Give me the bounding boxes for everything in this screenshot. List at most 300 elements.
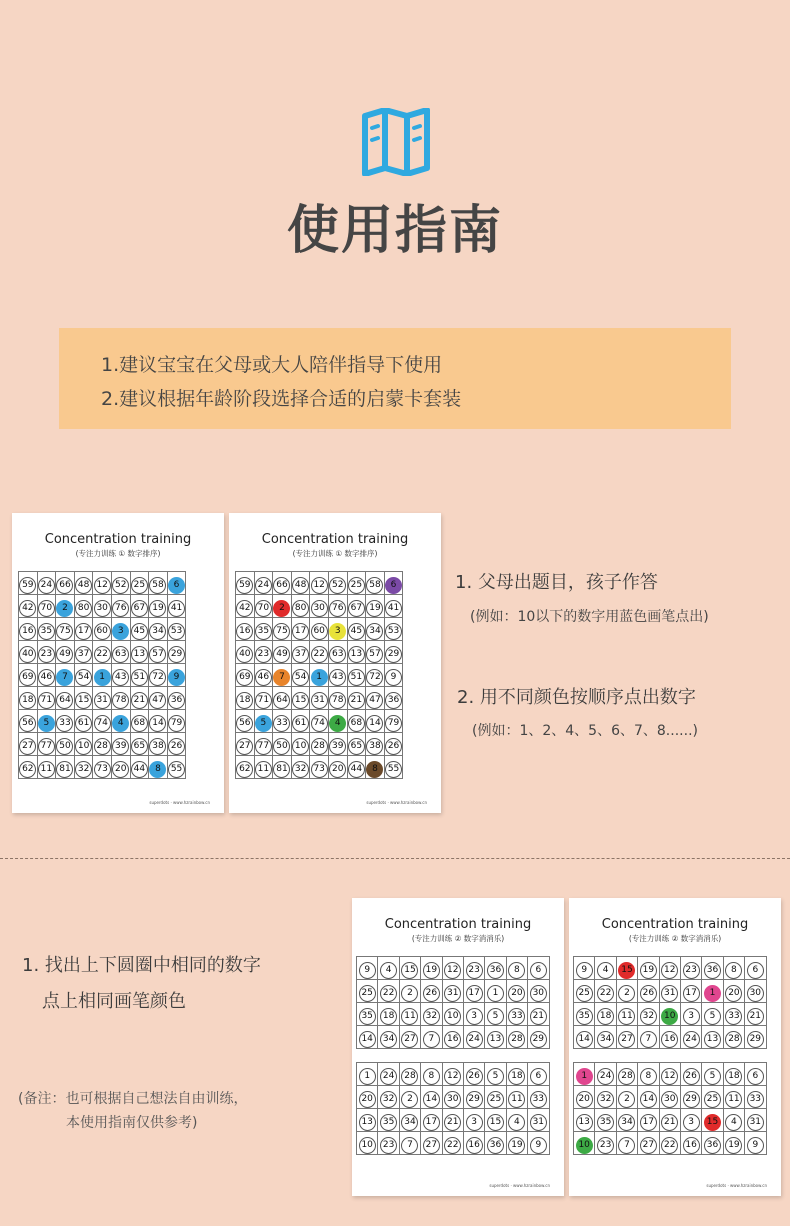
number-circle[interactable]: 9: [359, 962, 376, 979]
number-circle[interactable]: 21: [348, 692, 365, 709]
number-circle-marked[interactable]: 15: [704, 1114, 721, 1131]
number-circle[interactable]: 60: [94, 623, 111, 640]
number-circle[interactable]: 12: [311, 577, 328, 594]
number-circle[interactable]: 26: [168, 738, 185, 755]
number-circle[interactable]: 46: [255, 669, 272, 686]
number-circle[interactable]: 26: [423, 985, 440, 1002]
number-circle[interactable]: 23: [380, 1137, 397, 1154]
number-circle[interactable]: 70: [255, 600, 272, 617]
number-circle[interactable]: 23: [466, 962, 483, 979]
number-circle[interactable]: 12: [661, 1068, 678, 1085]
number-circle[interactable]: 11: [725, 1091, 742, 1108]
number-circle[interactable]: 78: [329, 692, 346, 709]
number-circle-marked[interactable]: 15: [618, 962, 635, 979]
number-circle[interactable]: 41: [385, 600, 402, 617]
number-circle[interactable]: 77: [255, 738, 272, 755]
number-circle[interactable]: 21: [444, 1114, 461, 1131]
number-circle-marked[interactable]: 2: [56, 600, 73, 617]
number-circle[interactable]: 11: [508, 1091, 525, 1108]
number-circle-marked[interactable]: 7: [273, 669, 290, 686]
number-circle[interactable]: 9: [747, 1137, 764, 1154]
number-circle[interactable]: 28: [618, 1068, 635, 1085]
number-circle[interactable]: 15: [292, 692, 309, 709]
number-circle[interactable]: 24: [38, 577, 55, 594]
number-circle[interactable]: 42: [236, 600, 253, 617]
number-circle[interactable]: 33: [747, 1091, 764, 1108]
number-circle[interactable]: 21: [530, 1008, 547, 1025]
number-circle[interactable]: 22: [380, 985, 397, 1002]
number-circle[interactable]: 19: [366, 600, 383, 617]
number-circle[interactable]: 38: [366, 738, 383, 755]
number-circle[interactable]: 28: [94, 738, 111, 755]
number-circle[interactable]: 14: [359, 1031, 376, 1048]
number-circle[interactable]: 11: [255, 761, 272, 778]
number-circle[interactable]: 65: [131, 738, 148, 755]
number-circle[interactable]: 41: [168, 600, 185, 617]
number-circle[interactable]: 42: [19, 600, 36, 617]
number-circle[interactable]: 29: [747, 1031, 764, 1048]
number-circle[interactable]: 76: [329, 600, 346, 617]
number-circle[interactable]: 1: [359, 1068, 376, 1085]
number-circle[interactable]: 68: [348, 715, 365, 732]
number-circle[interactable]: 36: [704, 962, 721, 979]
number-circle[interactable]: 34: [618, 1114, 635, 1131]
number-circle[interactable]: 34: [380, 1031, 397, 1048]
number-circle[interactable]: 30: [661, 1091, 678, 1108]
number-circle[interactable]: 18: [380, 1008, 397, 1025]
number-circle[interactable]: 26: [466, 1068, 483, 1085]
number-circle[interactable]: 50: [56, 738, 73, 755]
number-circle[interactable]: 10: [75, 738, 92, 755]
number-circle[interactable]: 36: [487, 1137, 504, 1154]
number-circle[interactable]: 3: [683, 1114, 700, 1131]
number-circle[interactable]: 63: [112, 646, 129, 663]
number-circle[interactable]: 5: [487, 1008, 504, 1025]
number-circle[interactable]: 5: [704, 1068, 721, 1085]
number-circle[interactable]: 35: [597, 1114, 614, 1131]
number-circle[interactable]: 17: [423, 1114, 440, 1131]
number-circle-marked[interactable]: 10: [661, 1008, 678, 1025]
number-circle-marked[interactable]: 3: [112, 623, 129, 640]
number-circle[interactable]: 16: [683, 1137, 700, 1154]
number-circle[interactable]: 72: [149, 669, 166, 686]
number-circle-marked[interactable]: 4: [329, 715, 346, 732]
number-circle-marked[interactable]: 6: [168, 577, 185, 594]
number-circle[interactable]: 20: [725, 985, 742, 1002]
number-circle[interactable]: 3: [466, 1114, 483, 1131]
number-circle[interactable]: 31: [94, 692, 111, 709]
number-circle[interactable]: 37: [75, 646, 92, 663]
number-circle-marked[interactable]: 1: [94, 669, 111, 686]
number-circle[interactable]: 51: [348, 669, 365, 686]
number-circle[interactable]: 27: [19, 738, 36, 755]
number-circle[interactable]: 61: [292, 715, 309, 732]
number-circle[interactable]: 14: [366, 715, 383, 732]
number-circle[interactable]: 29: [168, 646, 185, 663]
number-circle[interactable]: 19: [423, 962, 440, 979]
number-circle[interactable]: 2: [401, 985, 418, 1002]
number-circle[interactable]: 11: [401, 1008, 418, 1025]
number-circle[interactable]: 34: [597, 1031, 614, 1048]
number-circle[interactable]: 66: [273, 577, 290, 594]
number-circle[interactable]: 33: [725, 1008, 742, 1025]
number-circle[interactable]: 35: [38, 623, 55, 640]
number-circle[interactable]: 26: [640, 985, 657, 1002]
number-circle[interactable]: 66: [56, 577, 73, 594]
number-circle-marked[interactable]: 8: [149, 761, 166, 778]
number-circle[interactable]: 25: [704, 1091, 721, 1108]
number-circle-marked[interactable]: 1: [311, 669, 328, 686]
number-circle[interactable]: 67: [348, 600, 365, 617]
number-circle[interactable]: 81: [56, 761, 73, 778]
number-circle[interactable]: 23: [38, 646, 55, 663]
number-circle[interactable]: 53: [168, 623, 185, 640]
number-circle[interactable]: 64: [273, 692, 290, 709]
number-circle[interactable]: 14: [149, 715, 166, 732]
number-circle[interactable]: 80: [75, 600, 92, 617]
number-circle[interactable]: 71: [38, 692, 55, 709]
number-circle[interactable]: 6: [747, 1068, 764, 1085]
number-circle-marked[interactable]: 4: [112, 715, 129, 732]
number-circle[interactable]: 14: [423, 1091, 440, 1108]
number-circle[interactable]: 44: [131, 761, 148, 778]
number-circle[interactable]: 45: [348, 623, 365, 640]
number-circle[interactable]: 53: [385, 623, 402, 640]
number-circle[interactable]: 74: [94, 715, 111, 732]
number-circle[interactable]: 22: [444, 1137, 461, 1154]
number-circle[interactable]: 12: [444, 962, 461, 979]
number-circle[interactable]: 67: [131, 600, 148, 617]
number-circle[interactable]: 36: [704, 1137, 721, 1154]
number-circle[interactable]: 31: [444, 985, 461, 1002]
number-circle[interactable]: 33: [508, 1008, 525, 1025]
number-circle[interactable]: 20: [576, 1091, 593, 1108]
number-circle[interactable]: 36: [487, 962, 504, 979]
number-circle-marked[interactable]: 8: [366, 761, 383, 778]
number-circle[interactable]: 60: [311, 623, 328, 640]
number-circle[interactable]: 17: [640, 1114, 657, 1131]
number-circle[interactable]: 25: [131, 577, 148, 594]
number-circle[interactable]: 23: [597, 1137, 614, 1154]
number-circle[interactable]: 3: [466, 1008, 483, 1025]
number-circle[interactable]: 8: [725, 962, 742, 979]
number-circle[interactable]: 20: [508, 985, 525, 1002]
number-circle[interactable]: 28: [508, 1031, 525, 1048]
number-circle[interactable]: 18: [508, 1068, 525, 1085]
number-circle[interactable]: 65: [348, 738, 365, 755]
number-circle-marked[interactable]: 2: [273, 600, 290, 617]
number-circle[interactable]: 19: [725, 1137, 742, 1154]
number-circle[interactable]: 18: [597, 1008, 614, 1025]
number-circle[interactable]: 32: [423, 1008, 440, 1025]
number-circle[interactable]: 30: [311, 600, 328, 617]
number-circle[interactable]: 43: [112, 669, 129, 686]
number-circle[interactable]: 57: [366, 646, 383, 663]
number-circle[interactable]: 69: [19, 669, 36, 686]
number-circle-marked[interactable]: 1: [704, 985, 721, 1002]
number-circle[interactable]: 17: [683, 985, 700, 1002]
number-circle[interactable]: 27: [423, 1137, 440, 1154]
number-circle[interactable]: 27: [401, 1031, 418, 1048]
number-circle[interactable]: 49: [273, 646, 290, 663]
number-circle[interactable]: 37: [292, 646, 309, 663]
number-circle[interactable]: 19: [640, 962, 657, 979]
number-circle[interactable]: 3: [683, 1008, 700, 1025]
number-circle[interactable]: 30: [444, 1091, 461, 1108]
number-circle[interactable]: 69: [236, 669, 253, 686]
number-circle[interactable]: 4: [380, 962, 397, 979]
number-circle[interactable]: 9: [530, 1137, 547, 1154]
number-circle[interactable]: 40: [19, 646, 36, 663]
number-circle[interactable]: 35: [576, 1008, 593, 1025]
number-circle[interactable]: 20: [359, 1091, 376, 1108]
number-circle[interactable]: 36: [168, 692, 185, 709]
number-circle-marked[interactable]: 5: [38, 715, 55, 732]
number-circle[interactable]: 21: [661, 1114, 678, 1131]
number-circle[interactable]: 2: [401, 1091, 418, 1108]
number-circle[interactable]: 15: [401, 962, 418, 979]
number-circle[interactable]: 20: [112, 761, 129, 778]
number-circle[interactable]: 34: [149, 623, 166, 640]
number-circle[interactable]: 24: [380, 1068, 397, 1085]
number-circle[interactable]: 33: [273, 715, 290, 732]
number-circle[interactable]: 32: [75, 761, 92, 778]
number-circle[interactable]: 31: [311, 692, 328, 709]
number-circle[interactable]: 29: [530, 1031, 547, 1048]
number-circle[interactable]: 55: [385, 761, 402, 778]
number-circle[interactable]: 79: [168, 715, 185, 732]
number-circle[interactable]: 58: [366, 577, 383, 594]
number-circle[interactable]: 79: [385, 715, 402, 732]
number-circle[interactable]: 28: [311, 738, 328, 755]
number-circle[interactable]: 6: [747, 962, 764, 979]
number-circle[interactable]: 13: [704, 1031, 721, 1048]
number-circle[interactable]: 64: [56, 692, 73, 709]
number-circle[interactable]: 13: [359, 1114, 376, 1131]
number-circle[interactable]: 48: [75, 577, 92, 594]
number-circle[interactable]: 22: [597, 985, 614, 1002]
number-circle[interactable]: 11: [38, 761, 55, 778]
number-circle[interactable]: 9: [576, 962, 593, 979]
number-circle[interactable]: 24: [597, 1068, 614, 1085]
number-circle[interactable]: 81: [273, 761, 290, 778]
number-circle[interactable]: 10: [359, 1137, 376, 1154]
number-circle[interactable]: 31: [530, 1114, 547, 1131]
number-circle[interactable]: 12: [661, 962, 678, 979]
number-circle[interactable]: 20: [329, 761, 346, 778]
number-circle[interactable]: 35: [255, 623, 272, 640]
number-circle[interactable]: 33: [56, 715, 73, 732]
number-circle[interactable]: 76: [112, 600, 129, 617]
number-circle[interactable]: 7: [640, 1031, 657, 1048]
number-circle[interactable]: 4: [597, 962, 614, 979]
number-circle[interactable]: 47: [149, 692, 166, 709]
number-circle[interactable]: 7: [618, 1137, 635, 1154]
number-circle[interactable]: 14: [640, 1091, 657, 1108]
number-circle[interactable]: 16: [466, 1137, 483, 1154]
number-circle[interactable]: 72: [366, 669, 383, 686]
number-circle[interactable]: 77: [38, 738, 55, 755]
number-circle[interactable]: 38: [149, 738, 166, 755]
number-circle[interactable]: 9: [385, 669, 402, 686]
number-circle[interactable]: 50: [273, 738, 290, 755]
number-circle[interactable]: 26: [385, 738, 402, 755]
number-circle[interactable]: 30: [530, 985, 547, 1002]
number-circle[interactable]: 1: [487, 985, 504, 1002]
number-circle[interactable]: 29: [466, 1091, 483, 1108]
number-circle[interactable]: 35: [359, 1008, 376, 1025]
number-circle[interactable]: 32: [292, 761, 309, 778]
number-circle[interactable]: 73: [311, 761, 328, 778]
number-circle[interactable]: 28: [725, 1031, 742, 1048]
number-circle[interactable]: 23: [255, 646, 272, 663]
number-circle[interactable]: 29: [385, 646, 402, 663]
number-circle[interactable]: 32: [597, 1091, 614, 1108]
number-circle[interactable]: 78: [112, 692, 129, 709]
number-circle[interactable]: 30: [747, 985, 764, 1002]
number-circle[interactable]: 13: [131, 646, 148, 663]
number-circle[interactable]: 49: [56, 646, 73, 663]
number-circle[interactable]: 13: [576, 1114, 593, 1131]
number-circle[interactable]: 16: [19, 623, 36, 640]
number-circle[interactable]: 17: [466, 985, 483, 1002]
number-circle[interactable]: 7: [423, 1031, 440, 1048]
number-circle[interactable]: 68: [131, 715, 148, 732]
number-circle[interactable]: 19: [149, 600, 166, 617]
number-circle-marked[interactable]: 3: [329, 623, 346, 640]
number-circle[interactable]: 30: [94, 600, 111, 617]
number-circle[interactable]: 43: [329, 669, 346, 686]
number-circle[interactable]: 8: [423, 1068, 440, 1085]
number-circle[interactable]: 62: [236, 761, 253, 778]
number-circle[interactable]: 5: [487, 1068, 504, 1085]
number-circle[interactable]: 74: [311, 715, 328, 732]
number-circle[interactable]: 55: [168, 761, 185, 778]
number-circle[interactable]: 8: [640, 1068, 657, 1085]
number-circle[interactable]: 16: [661, 1031, 678, 1048]
number-circle[interactable]: 13: [487, 1031, 504, 1048]
number-circle[interactable]: 22: [94, 646, 111, 663]
number-circle[interactable]: 23: [683, 962, 700, 979]
number-circle[interactable]: 75: [56, 623, 73, 640]
number-circle[interactable]: 5: [704, 1008, 721, 1025]
number-circle[interactable]: 4: [725, 1114, 742, 1131]
number-circle[interactable]: 18: [19, 692, 36, 709]
number-circle[interactable]: 15: [75, 692, 92, 709]
number-circle[interactable]: 12: [94, 577, 111, 594]
number-circle[interactable]: 16: [236, 623, 253, 640]
number-circle[interactable]: 52: [329, 577, 346, 594]
number-circle[interactable]: 27: [640, 1137, 657, 1154]
number-circle-marked[interactable]: 10: [576, 1137, 593, 1154]
number-circle[interactable]: 19: [508, 1137, 525, 1154]
number-circle[interactable]: 2: [618, 1091, 635, 1108]
number-circle[interactable]: 56: [19, 715, 36, 732]
number-circle[interactable]: 32: [640, 1008, 657, 1025]
number-circle[interactable]: 29: [683, 1091, 700, 1108]
number-circle[interactable]: 33: [530, 1091, 547, 1108]
number-circle[interactable]: 57: [149, 646, 166, 663]
number-circle[interactable]: 51: [131, 669, 148, 686]
number-circle[interactable]: 4: [508, 1114, 525, 1131]
number-circle[interactable]: 59: [19, 577, 36, 594]
number-circle[interactable]: 18: [236, 692, 253, 709]
number-circle[interactable]: 39: [329, 738, 346, 755]
number-circle[interactable]: 17: [292, 623, 309, 640]
number-circle[interactable]: 21: [747, 1008, 764, 1025]
number-circle[interactable]: 21: [131, 692, 148, 709]
number-circle[interactable]: 27: [236, 738, 253, 755]
number-circle[interactable]: 34: [401, 1114, 418, 1131]
number-circle[interactable]: 46: [38, 669, 55, 686]
number-circle[interactable]: 48: [292, 577, 309, 594]
number-circle[interactable]: 40: [236, 646, 253, 663]
number-circle[interactable]: 10: [444, 1008, 461, 1025]
number-circle[interactable]: 39: [112, 738, 129, 755]
number-circle[interactable]: 27: [618, 1031, 635, 1048]
number-circle[interactable]: 75: [273, 623, 290, 640]
number-circle[interactable]: 73: [94, 761, 111, 778]
number-circle[interactable]: 11: [618, 1008, 635, 1025]
number-circle[interactable]: 14: [576, 1031, 593, 1048]
number-circle[interactable]: 24: [683, 1031, 700, 1048]
number-circle[interactable]: 26: [683, 1068, 700, 1085]
number-circle[interactable]: 12: [444, 1068, 461, 1085]
number-circle[interactable]: 7: [401, 1137, 418, 1154]
number-circle[interactable]: 56: [236, 715, 253, 732]
number-circle-marked[interactable]: 1: [576, 1068, 593, 1085]
number-circle[interactable]: 28: [401, 1068, 418, 1085]
number-circle[interactable]: 62: [19, 761, 36, 778]
number-circle[interactable]: 45: [131, 623, 148, 640]
number-circle[interactable]: 59: [236, 577, 253, 594]
number-circle[interactable]: 52: [112, 577, 129, 594]
number-circle[interactable]: 8: [508, 962, 525, 979]
number-circle[interactable]: 47: [366, 692, 383, 709]
number-circle[interactable]: 18: [725, 1068, 742, 1085]
number-circle[interactable]: 63: [329, 646, 346, 663]
number-circle[interactable]: 31: [747, 1114, 764, 1131]
number-circle[interactable]: 22: [311, 646, 328, 663]
number-circle[interactable]: 80: [292, 600, 309, 617]
number-circle[interactable]: 6: [530, 1068, 547, 1085]
number-circle[interactable]: 34: [366, 623, 383, 640]
number-circle[interactable]: 10: [292, 738, 309, 755]
number-circle[interactable]: 2: [618, 985, 635, 1002]
number-circle-marked[interactable]: 5: [255, 715, 272, 732]
number-circle[interactable]: 15: [487, 1114, 504, 1131]
number-circle[interactable]: 24: [255, 577, 272, 594]
number-circle-marked[interactable]: 7: [56, 669, 73, 686]
number-circle[interactable]: 58: [149, 577, 166, 594]
number-circle[interactable]: 70: [38, 600, 55, 617]
number-circle[interactable]: 54: [292, 669, 309, 686]
number-circle[interactable]: 54: [75, 669, 92, 686]
number-circle[interactable]: 13: [348, 646, 365, 663]
number-circle[interactable]: 31: [661, 985, 678, 1002]
number-circle-marked[interactable]: 9: [168, 669, 185, 686]
number-circle[interactable]: 22: [661, 1137, 678, 1154]
number-circle[interactable]: 36: [385, 692, 402, 709]
number-circle[interactable]: 25: [487, 1091, 504, 1108]
number-circle[interactable]: 25: [576, 985, 593, 1002]
number-circle[interactable]: 61: [75, 715, 92, 732]
number-circle[interactable]: 35: [380, 1114, 397, 1131]
number-circle[interactable]: 32: [380, 1091, 397, 1108]
number-circle[interactable]: 6: [530, 962, 547, 979]
number-circle-marked[interactable]: 6: [385, 577, 402, 594]
number-circle[interactable]: 25: [348, 577, 365, 594]
